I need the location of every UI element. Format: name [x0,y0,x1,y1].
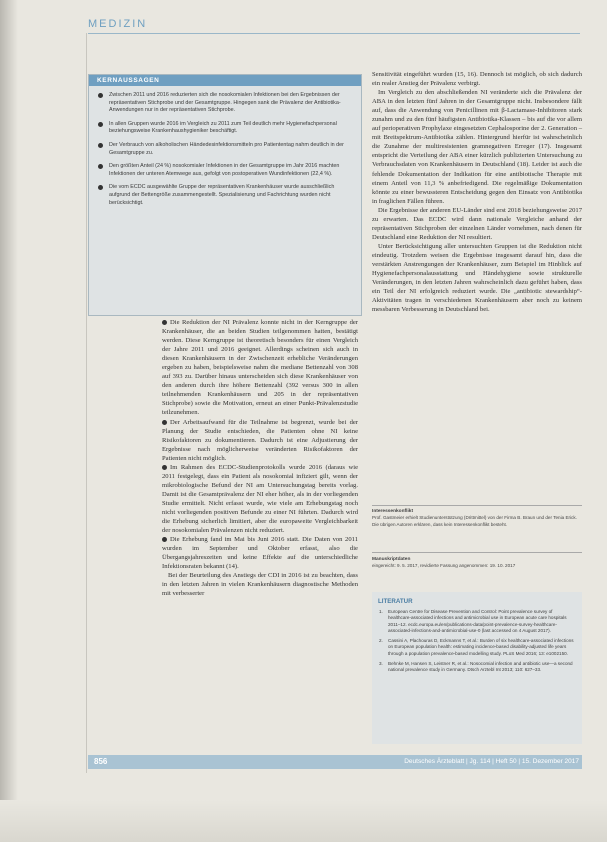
bullet-icon [162,320,167,325]
bullet-icon [98,122,103,127]
page-bottom-shade [0,800,607,842]
body-paragraph: Die Ergebnisse der anderen EU-Länder sind erst 2018 beziehungsweise 2017 zu erwarten. Das ECDC wird dann nationale Vergleiche anhand der repräsentativen Stichproben der einzelnen Länder vornehmen, nach denen für Deutschland eine Reduktion der NI resultiert. [372,206,582,241]
literature-title: LITERATUR [378,598,413,605]
section-header: MEDIZIN [88,18,148,30]
bullet-icon [98,93,103,98]
body-paragraph: Im Vergleich zu den abschließenden NI veränderte sich die Prävalenz der ABA in den letzten fünf Jahren in der Gesamtgruppe nicht. Insbesondere fällt auf, dass die Anwendung von Penicillinen mit β-Lactamase-Inhibitoren stark zunahm und zu den fünf häufigsten Antibiotika-Klassen – bis auf die vor allem auf perioperativen Prophylaxe eingesetzten Cephalosporine der 2. Generation – mit Breitspektrum-Antibiotika zählen. Hintergrund hierfür ist wahrscheinlich die Zunahme der multiresistenten gramnegativen Erreger (17). Insgesamt entspricht die Verteilung der ABA einer kürzlich publizierten Untersuchung zu Verbrauchsdaten von Krankenhäusern in Deutschland (18). Leider ist auch die fehlende Dokumentation der Indikation für eine antibiotische Therapie mit einem Anteil von 11,3 % anbefriedigend. Die regelmäßige Dokumentation könnte zu einer bewussteren Entscheidung gegen den Einsatz von Antibiotika in fraglichen Fällen führen. [372,89,582,205]
literature-item: 2. Cassini A, Plachouras D, Eckmanns T, et al.: Burden of six healthcare-associated infections on European population health: estimating incidence-based disability-adjusted life years through a population prevalence-based modelling study. PLoS Med 2016; 13: e1002150. [379,638,574,656]
literature-box [372,592,582,744]
body-paragraph: Bei der Beurteilung des Anstiegs der CDI in 2016 ist zu beachten, dass in den letzten Jahren in vielen Krankenhäusern diagnostische Methoden mit verbesserter [162,572,358,598]
key-message-item: Der Verbrauch von alkoholischen Händedesinfektionsmitteln pro Patiententag nahm deutlich in der Gesamtgruppe zu. [109,142,353,157]
bullet-icon [162,420,167,425]
body-paragraph: Die Erhebung fand im Mai bis Juni 2016 statt. Die Daten von 2011 wurden im September und Oktober erfasst, also die Übergangsjahreszeiten und keine Effekte auf die unterschiedliche Infektionsraten bekannt (14). [162,536,358,571]
header-rule [88,33,580,34]
key-message-item: Den größten Anteil (24 %) nosokomialer Infektionen in der Gesamtgruppe im Jahr 2016 machten Infektionen der unteren Atemwege aus, gefolgt von postoperativen Wundinfektionen (22,4 %). [109,163,353,178]
key-message-item: Die vom ECDC ausgewählte Gruppe der repräsentativen Krankenhäuser wurde ausschließlich aufgrund der Bettengröße zusammengestellt. Spezialisierung und Fachrichtung wurden nicht berücksichtigt. [109,184,353,207]
literature-item: 3. Behnke M, Hansen S, Leistner R, et al.: Nosocomial infection and antibiotic use—a second national prevalence study in Germany. Dtsch Arztebl Int 2013; 110: 627–33. [379,661,573,673]
manuscript-data [372,556,582,570]
page-number: 856 [94,757,108,766]
bullet-icon [162,537,167,542]
conflict-of-interest [372,508,582,528]
footer-citation: Deutsches Ärzteblatt | Jg. 114 | Heft 50 | 15. Dezember 2017 [404,758,579,765]
divider [372,505,582,506]
bullet-icon [98,185,103,190]
body-paragraph: Im Rahmen des ECDC-Studienprotokolls wurde 2016 (daraus wie 2011 festgelegt, dass ein Patient als nosokomial infiziert gilt, wenn der mikrobiologische Befund der NI am Untersuchungstag bereits vorlag. Damit ist die Gesamtprävalenz der NI eher höher, als in der vorliegenden Studie ermittelt. Nicht erfasst wurde, wie viele am Erhebungstag noch nicht vorliegenden positiven Befunde zu einer NI führten. Dadurch wird die Erhebung sicherlich limitiert, aber die europaweite Vergleichbarkeit der nosokomialen Prävalenzen nicht reduziert. [162,463,358,535]
key-message-item: In allen Gruppen wurde 2016 im Vergleich zu 2011 zum Teil deutlich mehr Hygienefachpersonal beziehungsweise Krankenhaushygieniker beschäftigt. [109,121,353,136]
conflict-title: Interessenkonflikt [372,509,414,514]
body-paragraph: Die Reduktion der NI Prävalenz konnte nicht in der Kerngruppe der Krankenhäuser, die an beiden Studien teilgenommen hatten, bestätigt werden. Diese Kerngruppe ist theoretisch besonders für einen Vergleich der Jahre 2011 und 2016 geeignet. Allerdings scheinen sich auch in diesen Krankenhäusern in der Zwischenzeit erhebliche Veränderungen ergeben zu haben, beispielsweise nahm die mediane Bettenzahl von 308 auf 393 zu. Darüber hinaus unterscheiden sich diese Krankenhäuser von den anderen durch ihre höhere Bettenzahl (392 versus 300 in allen teilnehmenden Krankenhäusern und 205 in der repräsentativen Stichprobe) sowie die Motivation, erneut an einer Punkt-Prävalenzstudie teilzunehmen. [162,319,358,417]
right-text-column [372,70,582,314]
literature-item: 1. European Centre for Disease Prevention and Control: Point prevalence survey of healthcare-associated infections and antimicrobial use in European acute care hospitals 2011–12. ecdc.europa.eu/en/publications-data/point-prevalence-survey-healthcare-associated-infections-and-antimicrobial-use-0 (last accessed on 4 August 2017). [379,609,567,633]
body-paragraph: Unter Berücksichtigung aller untersuchten Gruppen ist die Reduktion nicht eindeutig. Trotzdem weisen die Ergebnisse insgesamt darauf hin, dass die verstärkten Anstrengungen der Krankenhäuser, zum Beispiel im Hinblick auf Hygienefachpersonalausstattung und Händehygiene sowie strukturelle Veränderungen, in den letzten Jahren wahrscheinlich dazu geführt haben, dass ein Teil der NI erfolgreich reduziert wurde. Die „antibiotic stewardship“-Aktivitäten tragen in verschiedenen Krankenhäusern aber noch zu keinem messbaren Verbesserung in Deutschland bei. [372,242,582,314]
margin-rule [86,33,87,773]
bullet-icon [98,164,103,169]
body-paragraph: Der Arbeitsaufwand für die Teilnahme ist begrenzt, wurde bei der Planung der Studie entschieden, die Patienten ohne NI keine Risikofaktoren zu dokumentieren. Dadurch ist eine Adjustierung der Ergebnisse nach möglicherweise veränderten Risikofaktoren der Patienten nicht möglich. [162,418,358,462]
conflict-text: Prof. Gastmeier erhielt Studienunterstützung (Drittmittel) von der Firma B. Braun und der Tenia Erick. [372,515,577,521]
left-text-column [162,318,358,598]
body-paragraph: Sensitivität eingeführt wurden (15, 16). Dennoch ist möglich, ob sich dadurch ein realer Anstieg der Prävalenz verbirgt. [372,71,582,88]
bullet-icon [162,465,167,470]
key-message-item: Zwischen 2011 und 2016 reduzierten sich die nosokomialen Infektionen bei den Ergebnissen der repräsentativen Stichprobe und der Gesamtgruppe. Hingegen sank die Prävalenz der Antibiotika-Anwendungen nur in der repräsentativen Stichprobe. [109,92,353,115]
key-messages-title: KERNAUSSAGEN [89,75,361,86]
key-messages-box [88,74,362,316]
divider [372,552,582,553]
bullet-icon [98,143,103,148]
conflict-text-2: Die übrigen Autoren erklären, dass kein Interessenkonflikt besteht. [372,521,508,527]
page-binding-shadow [0,0,18,842]
manuscript-text: eingereicht: 9. 5. 2017, revidierte Fassung angenommen: 19. 10. 2017 [372,563,516,569]
manuscript-title: Manuskriptdaten [372,557,411,562]
